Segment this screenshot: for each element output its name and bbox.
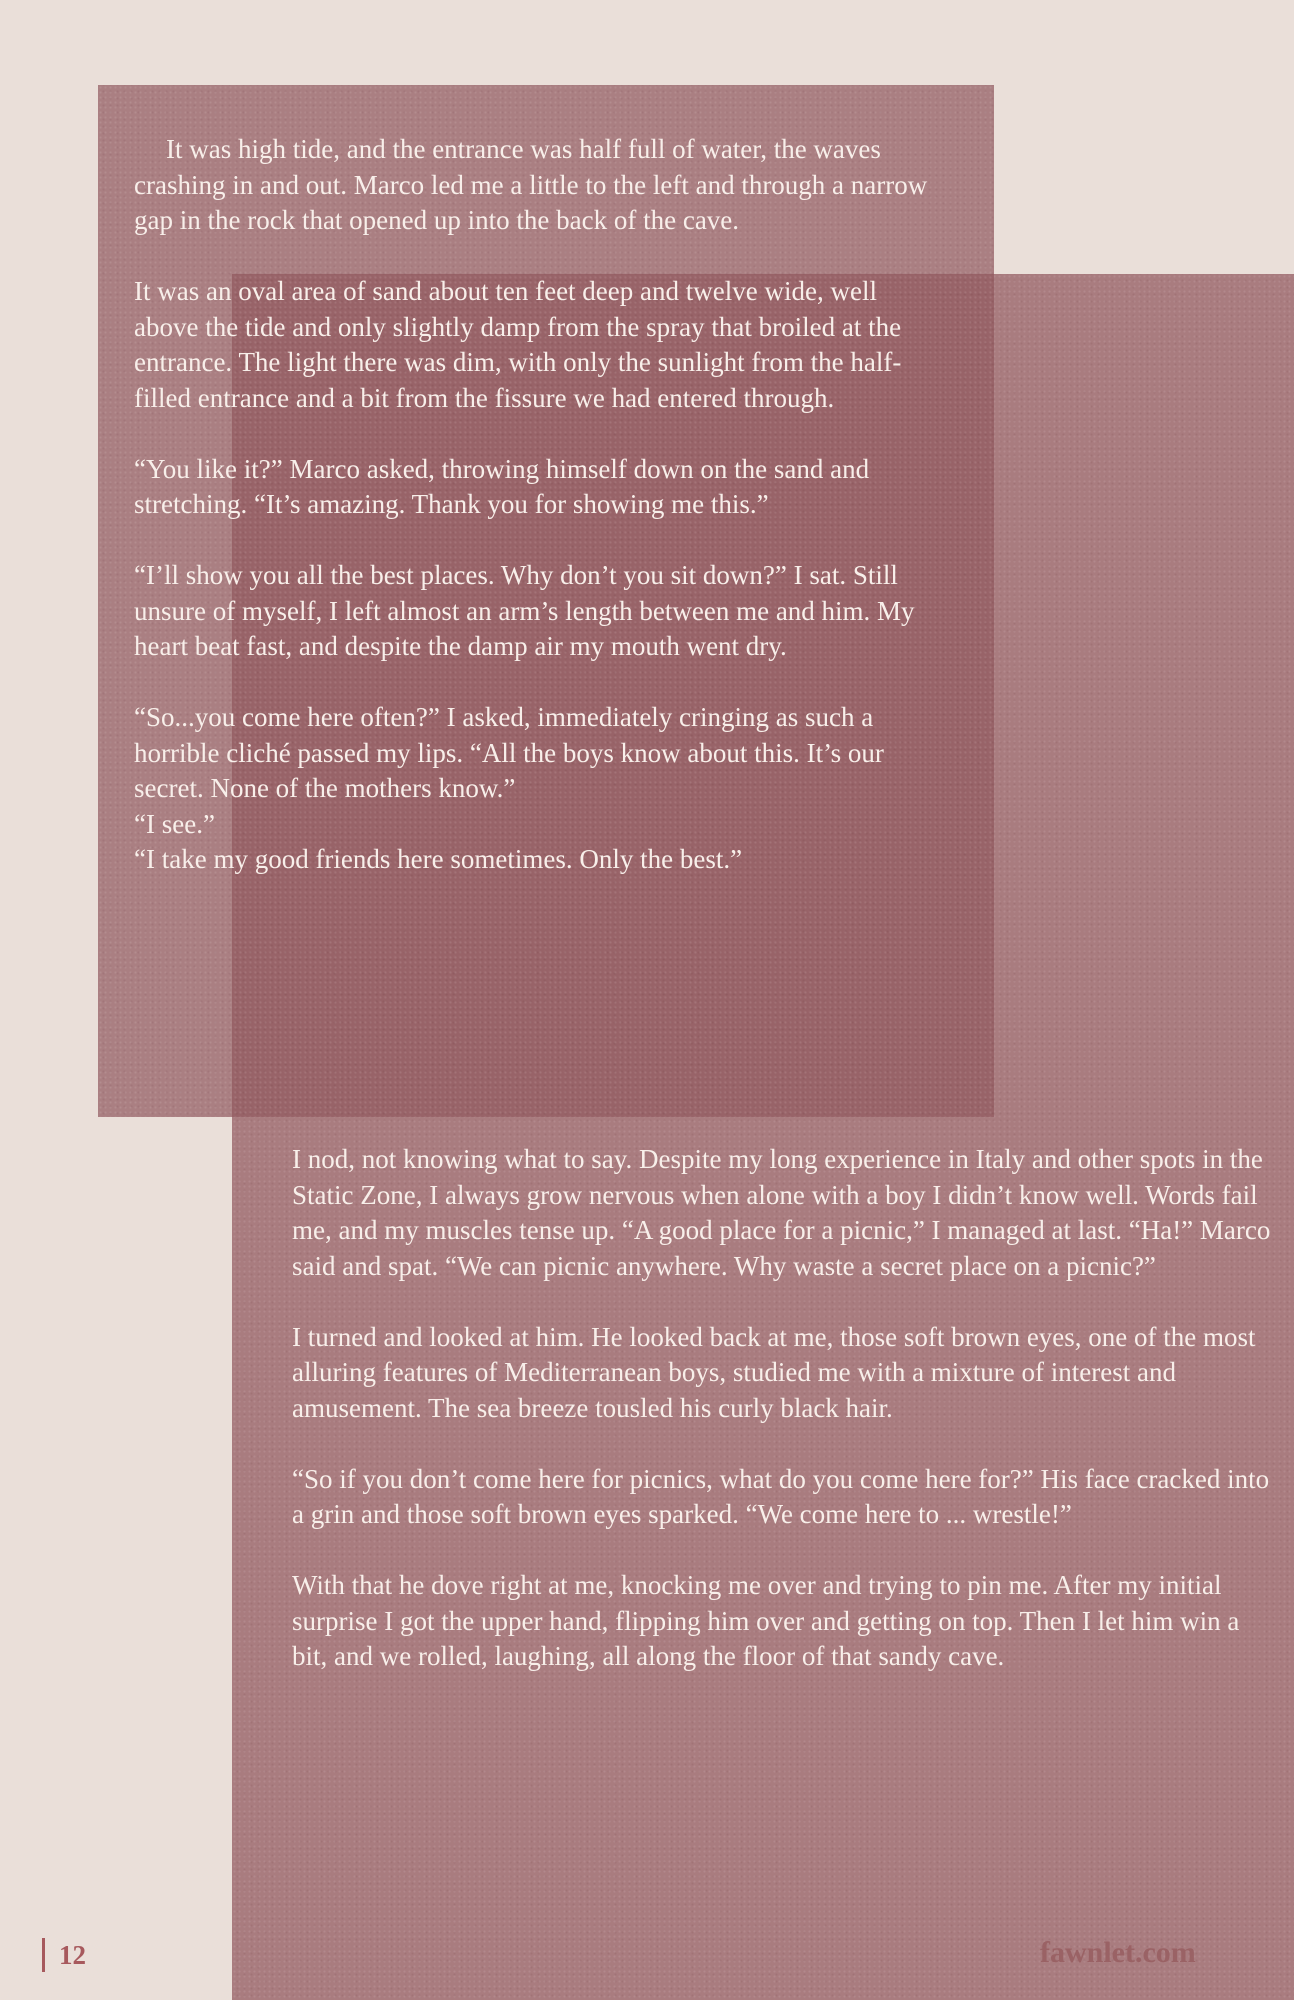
story-paragraph: “So...you come here often?” I asked, immediately cringing as such a horrible cliché passed my lips. “All the boys know about this. It’s our secret. None of the mothers know.”	[134, 702, 884, 803]
page-number: 12	[59, 1939, 86, 1970]
story-paragraph: “I’ll show you all the best places. Why don’t you sit down?” I sat. Still unsure of myself, I left almost an arm’s length between me and him. My heart beat fast, and despite the damp air my mouth went dry.	[134, 560, 915, 661]
page-footer-left	[42, 1938, 86, 1972]
story-paragraph: “I see.”	[134, 808, 215, 839]
story-paragraph: “So if you don’t come here for picnics, what do you come here for?” His face cracked into a grin and those soft brown eyes sparked. “We come here to ... wrestle!”	[292, 1463, 1270, 1529]
story-paragraph: “I take my good friends here sometimes. Only the best.”	[134, 844, 743, 874]
story-paragraph: “You like it?” Marco asked, throwing himself down on the sand and stretching. “It’s amazing. Thank you for showing me this.”	[134, 453, 870, 519]
footer-divider	[42, 1938, 45, 1972]
story-paragraph: It was an oval area of sand about ten feet deep and twelve wide, well above the tide and only slightly damp from the spray that broiled at the entrance. The light there was dim, with only the sunlight from the half-filled entrance and a bit from the fissure we had entered through.	[134, 276, 902, 413]
story-paragraph: I nod, not knowing what to say. Despite my long experience in Italy and other spots in the Static Zone, I always grow nervous when alone with a boy I didn’t know well. Words fail me, and my muscles tense up. “A good place for a picnic,” I managed at last. “Ha!” Marco said and spat. “We can picnic anywhere. Why waste a secret place on a picnic?”	[292, 1144, 1271, 1281]
story-text-bottom	[292, 1142, 1272, 1675]
story-text-top	[134, 132, 934, 878]
site-name: fawnlet.com	[1040, 1936, 1196, 1969]
story-paragraph: It was high tide, and the entrance was half full of water, the waves crashing in and out. Marco led me a little to the left and through a narrow gap in the rock that opened up into the back of the cave.	[134, 134, 928, 235]
story-paragraph: With that he dove right at me, knocking me over and trying to pin me. After my initial surprise I got the upper hand, flipping him over and getting on top. Then I let him win a bit, and we rolled, laughing, all along the floor of that sandy cave.	[292, 1570, 1240, 1671]
story-paragraph: I turned and looked at him. He looked back at me, those soft brown eyes, one of the most alluring features of Mediterranean boys, studied me with a mixture of interest and amusement. The sea breeze tousled his curly black hair.	[292, 1321, 1256, 1423]
